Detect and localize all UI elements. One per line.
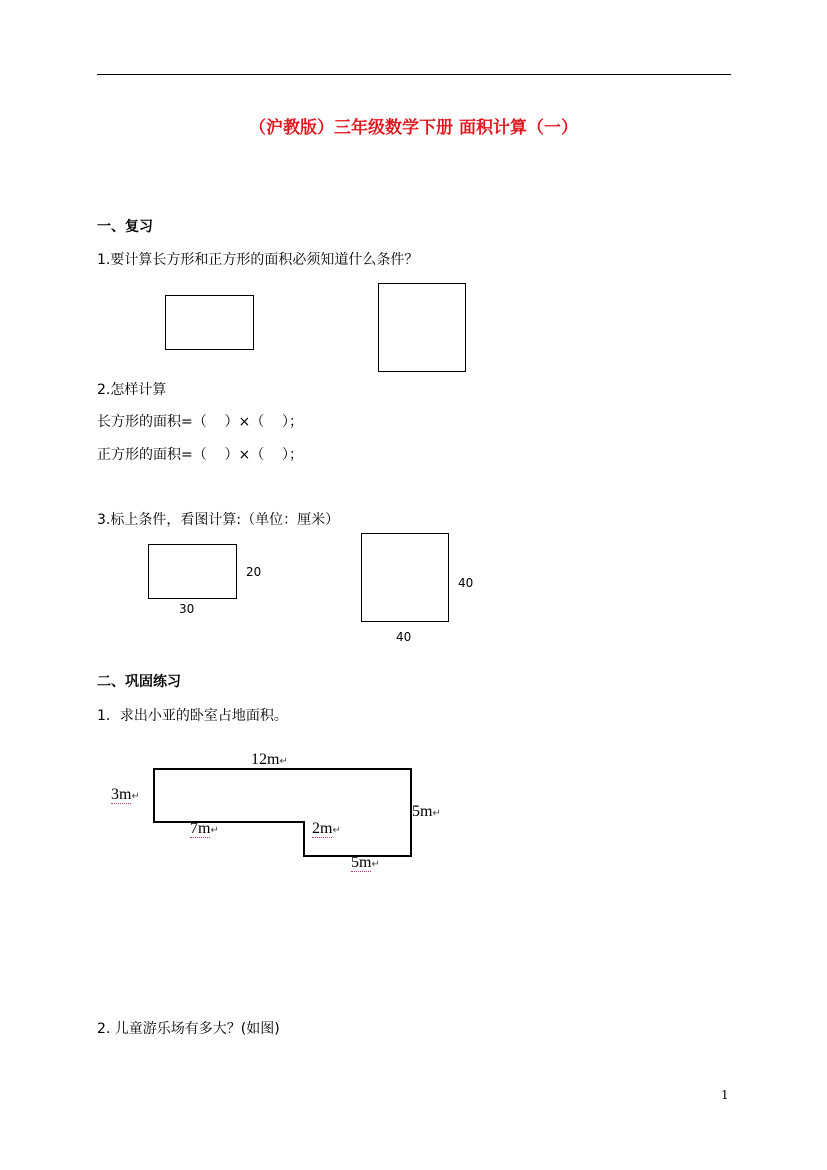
rectangle-height-label: 20 (246, 565, 262, 579)
section-heading-practice: 二、巩固练习 (97, 674, 181, 690)
page-title: （沪教版）三年级数学下册 面积计算（一） (249, 118, 578, 138)
floor-label-bottom-text: 5m (351, 854, 372, 871)
floor-label-inner-vertical-text: 2m (312, 820, 333, 837)
square-right-label: 40 (458, 576, 474, 590)
question-2-1: 1．求出小亚的卧室占地面积。 (97, 708, 288, 724)
square-bottom-label: 40 (396, 630, 412, 644)
return-mark-icon: ↵ (279, 756, 288, 767)
return-mark-icon: ↵ (432, 808, 441, 819)
return-mark-icon: ↵ (210, 825, 219, 836)
return-mark-icon: ↵ (371, 859, 380, 870)
floor-label-right (412, 803, 441, 821)
page-number: 1 (721, 1088, 729, 1102)
floor-label-inner-vertical (312, 820, 341, 838)
floor-label-top-text: 12m (251, 751, 280, 768)
floor-label-left (111, 786, 140, 804)
return-mark-icon: ↵ (131, 791, 140, 802)
question-1-3: 3.标上条件，看图计算:（单位：厘米） (97, 512, 340, 528)
question-1-2: 2.怎样计算 (97, 382, 167, 398)
question-2-2: 2. 儿童游乐场有多大？(如图) (97, 1021, 280, 1037)
return-mark-icon: ↵ (332, 825, 341, 836)
floor-label-bottom (351, 854, 380, 872)
floor-label-top (251, 751, 288, 769)
floor-label-left-text: 3m (111, 786, 132, 803)
rectangle-area-formula: 长方形的面积=（ ）×（ ）； (97, 414, 304, 430)
rectangle-width-label: 30 (179, 602, 195, 616)
floor-label-inner-horizontal (190, 820, 219, 838)
floor-plan-outline (154, 769, 411, 856)
question-1-1: 1.要计算长方形和正方形的面积必须知道什么条件？ (97, 252, 419, 268)
floor-label-inner-horizontal-text: 7m (190, 820, 211, 837)
section-heading-review: 一、复习 (97, 219, 153, 235)
square-area-formula: 正方形的面积=（ ）×（ ）； (97, 447, 304, 463)
floor-label-right-text: 5m (412, 803, 433, 820)
